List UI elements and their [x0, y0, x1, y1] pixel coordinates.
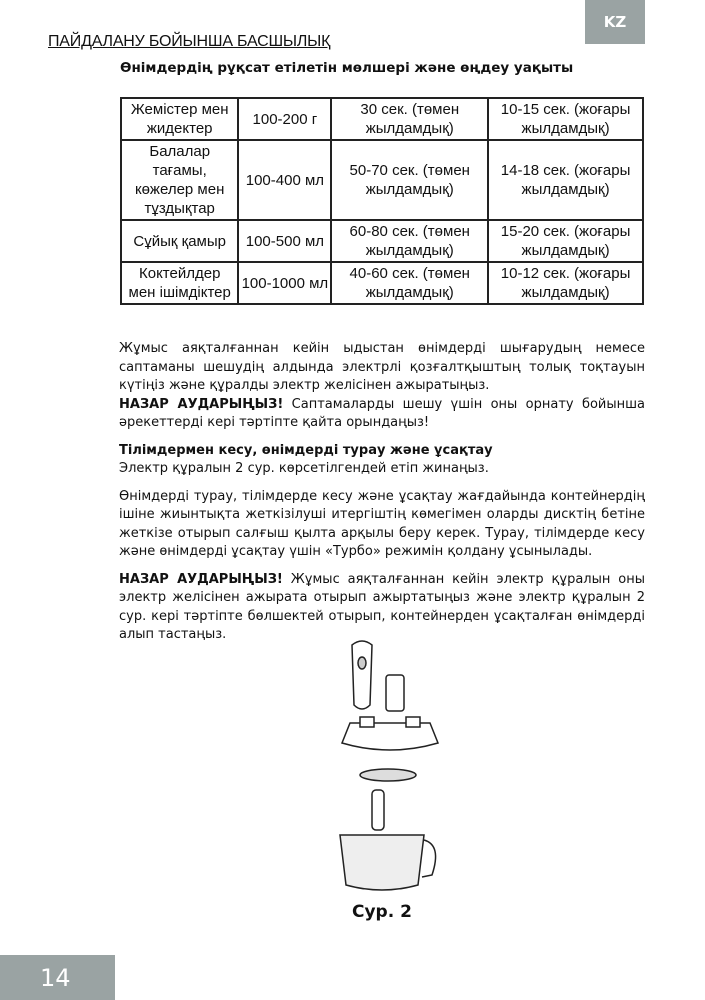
figure-caption: Сур. 2 — [352, 902, 412, 922]
table-row — [121, 220, 643, 262]
drive-shaft — [372, 790, 384, 830]
paragraph — [119, 571, 645, 645]
table-cell: 30 сек. (төмен жылдамдық) — [331, 98, 488, 140]
table-cell: 100-200 г — [238, 98, 331, 140]
lid — [342, 723, 438, 750]
bowl — [340, 835, 424, 890]
food-processor-illustration — [320, 635, 460, 895]
paragraph: Өнімдерді турау, тілімдерде кесу және ұсақтау жағдайында контейнердің ішіне жиынтықта жеткізілуші итергіштің көмегімен оларды дисктің бетіне жеткізе отырып салғыш қылта арқылы беру керек. Турау, тілімдерде кесу және өнімдерді ұсақтау үшін «Турбо» режимін қолдану ұсынылады. — [119, 488, 645, 559]
table-cell: 15-20 сек. (жоғары жылдамдық) — [488, 220, 643, 262]
paragraph-text: Жұмыс аяқталғаннан кейін электр құралын оны электр желісінен ажырата отырып ажыртатыңыз және электр құралын 2 сур. кері тәртіпте бөлшектей отырып, контейнерден ұсақталған өнімдерді алып тастаңыз. — [119, 571, 645, 642]
table-cell: 50-70 сек. (төмен жылдамдық) — [331, 140, 488, 220]
paragraph: Жұмыс аяқталғаннан кейін ыдыстан өнімдерді шығарудың немесе саптаманы шешудің алдында электрлі қозғалтқыштың толық тоқтауын күтіңіз және құралды электр желісінен ажыратыңыз. — [119, 341, 645, 393]
body-text — [119, 340, 645, 654]
table-cell: 100-1000 мл — [238, 262, 331, 304]
page-header: ПАЙДАЛАНУ БОЙЫНША БАСШЫЛЫҚ — [48, 33, 331, 50]
table-cell: Сұйық қамыр — [121, 220, 238, 262]
table-cell: 10-12 сек. (жоғары жылдамдық) — [488, 262, 643, 304]
table-title: Өнімдердің рұқсат етілетін мөлшері және өңдеу уақыты — [120, 60, 574, 76]
page-number: 14 — [0, 955, 115, 1000]
table-cell: 10-15 сек. (жоғары жылдамдық) — [488, 98, 643, 140]
paragraph — [119, 396, 645, 433]
table-cell: Жемістер мен жидектер — [121, 98, 238, 140]
table-cell: 60-80 сек. (төмен жылдамдық) — [331, 220, 488, 262]
table-cell: 100-400 мл — [238, 140, 331, 220]
table-cell: Балалар тағамы, көжелер мен тұздықтар — [121, 140, 238, 220]
table-cell: Коктейлдер мен ішімдіктер — [121, 262, 238, 304]
paragraph-text: Саптамаларды шешу үшін оны орнату бойынша әрекеттерді кері тәртіпте қайта орындаңыз! — [119, 396, 646, 430]
section-heading-text: Тілімдермен кесу, өнімдерді турау және ұсақтау — [119, 442, 493, 458]
table-cell: 40-60 сек. (төмен жылдамдық) — [331, 262, 488, 304]
paragraph: Электр құралын 2 сур. көрсетілгендей етіп жинаңыз. — [119, 461, 489, 476]
warning-label: НАЗАР АУДАРЫҢЫЗ! — [119, 571, 283, 587]
table-cell: 14-18 сек. (жоғары жылдамдық) — [488, 140, 643, 220]
table-row — [121, 98, 643, 140]
pusher — [386, 675, 404, 711]
processing-table — [120, 97, 644, 305]
warning-label: НАЗАР АУДАРЫҢЫЗ! — [119, 396, 284, 412]
table-row — [121, 262, 643, 304]
slicing-disc — [360, 769, 416, 781]
language-tab: KZ — [585, 0, 645, 44]
motor-unit — [352, 641, 372, 709]
section-heading — [119, 442, 645, 461]
table-row — [121, 140, 643, 220]
table-cell: 100-500 мл — [238, 220, 331, 262]
